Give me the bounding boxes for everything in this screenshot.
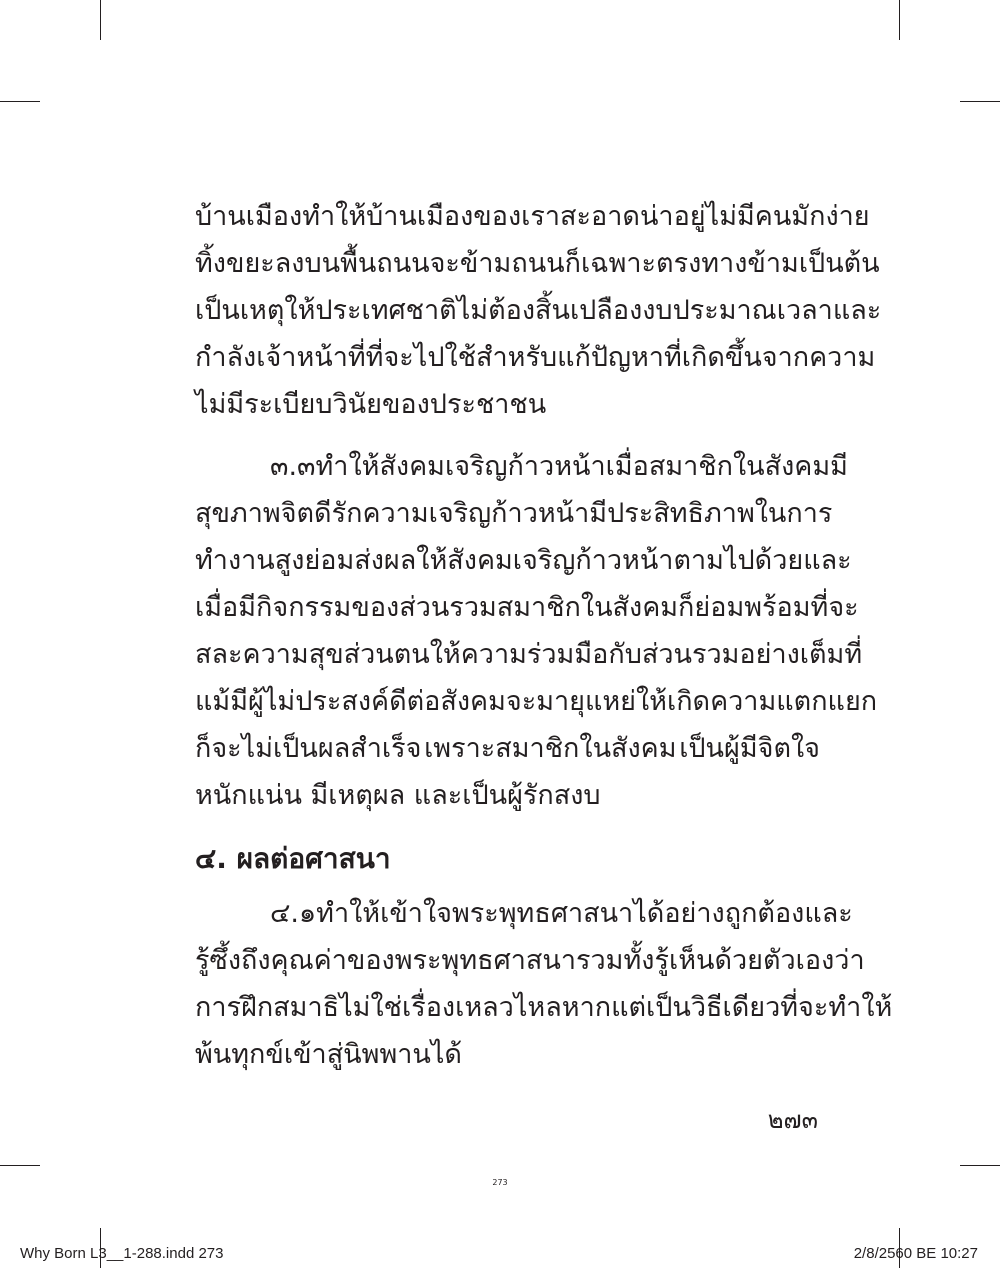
word: ทำงานสูง bbox=[195, 545, 305, 576]
paragraph-line bbox=[195, 725, 820, 772]
paragraph-1 bbox=[195, 193, 882, 428]
paragraph-line bbox=[195, 631, 863, 678]
paragraph-line bbox=[195, 537, 852, 584]
word: ๔.๑ bbox=[270, 898, 317, 929]
paragraph-line bbox=[195, 678, 878, 725]
word: ก็จะไม่เป็นผลสำเร็จ bbox=[195, 733, 422, 764]
word: ทำให้สังคมเจริญก้าวหน้า bbox=[315, 451, 606, 482]
word: กำลังเจ้าหน้าที่ bbox=[195, 342, 366, 373]
word: จะข้ามถนนก็เฉพาะตรงทางข้าม bbox=[429, 248, 799, 279]
paragraph-line bbox=[195, 937, 865, 984]
word: ๓.๓ bbox=[270, 451, 316, 482]
word: เป็นเหตุให้ประเทศชาติไม่ต้องสิ้นเปลืองงบประมาณ bbox=[195, 295, 777, 326]
word: เมื่อสมาชิกในสังคมมี bbox=[605, 451, 848, 482]
word: เมื่อมีกิจกรรมของส่วนรวม bbox=[195, 592, 497, 623]
word: ที่จะไปใช้สำหรับแก้ปัญหาที่เกิดขึ้นจากความ bbox=[365, 342, 876, 373]
paragraph-line bbox=[195, 193, 870, 240]
slug-page-number: 273 bbox=[492, 1178, 508, 1187]
word: เพราะสมาชิกในสังคม bbox=[424, 733, 677, 764]
word: และ bbox=[832, 295, 882, 326]
paragraph-line bbox=[195, 984, 893, 1031]
word: ให้ความร่วมมือกับส่วนรวมอย่างเต็มที่ bbox=[429, 639, 863, 670]
crop-mark-top-left bbox=[100, 0, 101, 40]
crop-mark-top-right bbox=[899, 0, 900, 40]
crop-mark-left-bottom bbox=[0, 1165, 40, 1166]
word: มีประสิทธิภาพในการ bbox=[589, 498, 833, 529]
paragraph-line: พ้นทุกข์เข้าสู่นิพพานได้ bbox=[195, 1039, 462, 1070]
paragraph-2 bbox=[195, 443, 878, 819]
word: สละความสุขส่วนตน bbox=[195, 639, 430, 670]
page-number-thai: ๒๗๓ bbox=[767, 1106, 818, 1134]
word: หากแต่เป็นวิธีเดียวที่จะทำให้ bbox=[561, 992, 893, 1023]
word: ย่อมส่งผลให้สังคมเจริญก้าวหน้าตามไปด้วย bbox=[304, 545, 804, 576]
word: ทิ้งขยะลงบนพื้นถนน bbox=[195, 248, 430, 279]
word: จะมายุแหย่ให้เกิดความแตกแยก bbox=[505, 686, 878, 717]
paragraph-3 bbox=[195, 890, 893, 1078]
section-heading: ๔. ผลต่อศาสนา bbox=[195, 842, 391, 875]
word: ทำให้เข้าใจพระพุทธศาสนาได้อย่างถูกต้อง bbox=[316, 898, 805, 929]
paragraph-line bbox=[195, 490, 833, 537]
word: เวลา bbox=[776, 295, 833, 326]
paragraph-line: ไม่มีระเบียบวินัยของประชาชน bbox=[195, 389, 547, 420]
paragraph-line bbox=[195, 584, 859, 631]
crop-mark-right-bottom bbox=[960, 1165, 1000, 1166]
word: ไม่มีคนมักง่าย bbox=[705, 201, 870, 232]
word: และ bbox=[804, 898, 853, 929]
slug-file-info: Why Born L3__1-288.indd 273 bbox=[20, 1245, 224, 1262]
word: บ้านเมือง bbox=[195, 201, 303, 232]
paragraph-line bbox=[195, 890, 853, 937]
word: แม้มีผู้ไม่ประสงค์ดีต่อสังคม bbox=[195, 686, 506, 717]
word: สุขภาพจิตดี bbox=[195, 498, 332, 529]
paragraph-line bbox=[195, 334, 876, 381]
paragraph-line bbox=[195, 240, 880, 287]
paragraph-line bbox=[195, 443, 848, 490]
word: รวมทั้งรู้เห็นด้วยตัวเองว่า bbox=[576, 945, 865, 976]
word: สมาชิกในสังคมก็ย่อมพร้อมที่จะ bbox=[496, 592, 859, 623]
crop-mark-left-top bbox=[0, 101, 40, 102]
paragraph-line: หนักแน่น มีเหตุผล และเป็นผู้รักสงบ bbox=[195, 780, 601, 811]
word: รักความเจริญก้าวหน้า bbox=[331, 498, 590, 529]
slug-date-time: 2/8/2560 BE 10:27 bbox=[853, 1245, 978, 1262]
word: การฝึกสมาธิไม่ใช่เรื่องเหลวไหล bbox=[195, 992, 562, 1023]
word: และ bbox=[803, 545, 852, 576]
crop-mark-right-top bbox=[960, 101, 1000, 102]
word: รู้ซึ้งถึงคุณค่าของพระพุทธศาสนา bbox=[195, 945, 577, 976]
word: เป็นต้น bbox=[798, 248, 880, 279]
word: เป็นผู้มีจิตใจ bbox=[679, 733, 820, 764]
paragraph-line bbox=[195, 287, 882, 334]
word: ทำให้บ้านเมืองของเราสะอาดน่าอยู่ bbox=[302, 201, 706, 232]
